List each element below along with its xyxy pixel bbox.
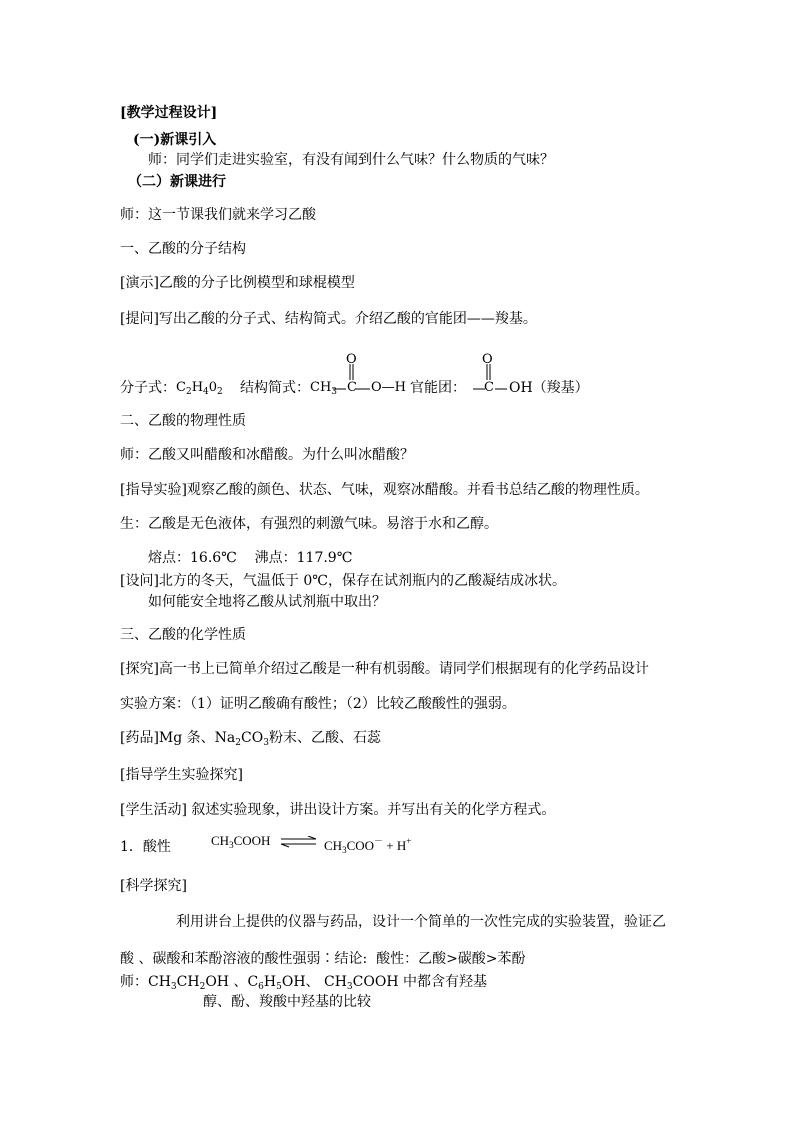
part3-title: 三、乙酸的化学性质	[120, 627, 246, 643]
subsection-intro-title: (一)新课引入	[133, 132, 217, 148]
demo-line: [演示]乙酸的分子比例模型和球棍模型	[120, 275, 355, 291]
equation-left: $CH_3COOH$	[211, 833, 271, 850]
guide-experiment: [指导实验]观察乙酸的颜色、状态、气味，观察冰醋酸。并看书总结乙酸的物理性质。	[120, 482, 649, 498]
student-activity: [学生活动] 叙述实验现象，讲出设计方案。并写出有关的化学方程式。	[120, 802, 556, 818]
plan-line: 实验方案：（1）证明乙酸确有酸性；（2）比较乙酸酸性的强弱。	[120, 696, 516, 712]
explore-line: [探究]高一书上已简单介绍过乙酸是一种有机弱酸。请同学们根据现有的化学药品设计	[120, 661, 649, 677]
carbonyl-oxygen-1: O	[346, 352, 357, 367]
scenario-question: [设问]北方的冬天，气温低于 0℃，保存在试剂瓶内的乙酸凝结成冰状。	[120, 573, 566, 589]
struct-label: 结构简式：	[240, 380, 310, 396]
hydroxyl: O—H	[371, 380, 406, 395]
carbon-2: C	[484, 380, 494, 395]
guide-students: [指导学生实验探究]	[120, 767, 243, 783]
science-label: [科学探究]	[120, 878, 187, 894]
part2-title: 二、乙酸的物理性质	[120, 413, 246, 429]
question-line: [提问]写出乙酸的分子式、结构简式。介绍乙酸的官能团——羧基。	[120, 311, 537, 327]
section-heading: [教学过程设计]	[120, 105, 218, 121]
teacher-vinegar: 师：乙酸又叫醋酸和冰醋酸。为什么叫冰醋酸？	[120, 447, 414, 463]
drugs-line: [药品]Mg 条、$Na_2CO_3$粉末、乙酸、石蕊	[120, 730, 381, 748]
scenario-question-2: 如何能安全地将乙酸从试剂瓶中取出？	[148, 594, 386, 610]
part1-title: 一、乙酸的分子结构	[120, 241, 246, 257]
hydroxyl-compare: 醇、酚、羧酸中羟基的比较	[203, 994, 371, 1010]
science-text-2: 酸 、碳酸和苯酚溶液的酸性强弱∶结论: 酸性：乙酸>碳酸>苯酚	[120, 951, 526, 967]
student-answer: 生：乙酸是无色液体，有强烈的刺激气味。易溶于水和乙醇。	[120, 516, 498, 532]
teacher-question: 师：同学们走进实验室，有没有闻到什么气味？什么物质的气味？	[148, 152, 554, 168]
structure-formula	[120, 352, 600, 398]
molecular-formula: $C_2H_40_2$	[176, 380, 223, 397]
mol-label: 分子式：	[120, 380, 176, 396]
ch3-group: $CH_3$	[310, 380, 338, 397]
science-text-1: 利用讲台上提供的仪器与药品，设计一个简单的一次性完成的实验装置，验证乙	[176, 914, 666, 930]
acidity-label: 1．酸性	[120, 839, 171, 855]
carbon-1: C	[347, 380, 357, 395]
subsection-progress-title: （二）新课进行	[128, 174, 226, 190]
equilibrium-arrow-icon	[280, 836, 318, 848]
equation-right: $CH_3COO^- + H^+$	[324, 836, 412, 855]
melting-boiling-points: 熔点：16.6℃ 沸点：117.9℃	[148, 550, 353, 566]
teacher-hydroxyl: 师：$CH_3CH_2OH$ 、$C_6H_5OH$、 $CH_3COOH$ 中都含有羟基	[120, 974, 487, 992]
carboxyl-tail: OH（羧基）	[509, 380, 589, 396]
func-label: 官能团：	[410, 380, 466, 396]
intro-line: 师：这一节课我们就来学习乙酸	[120, 207, 316, 223]
carbonyl-oxygen-2: O	[482, 352, 493, 367]
